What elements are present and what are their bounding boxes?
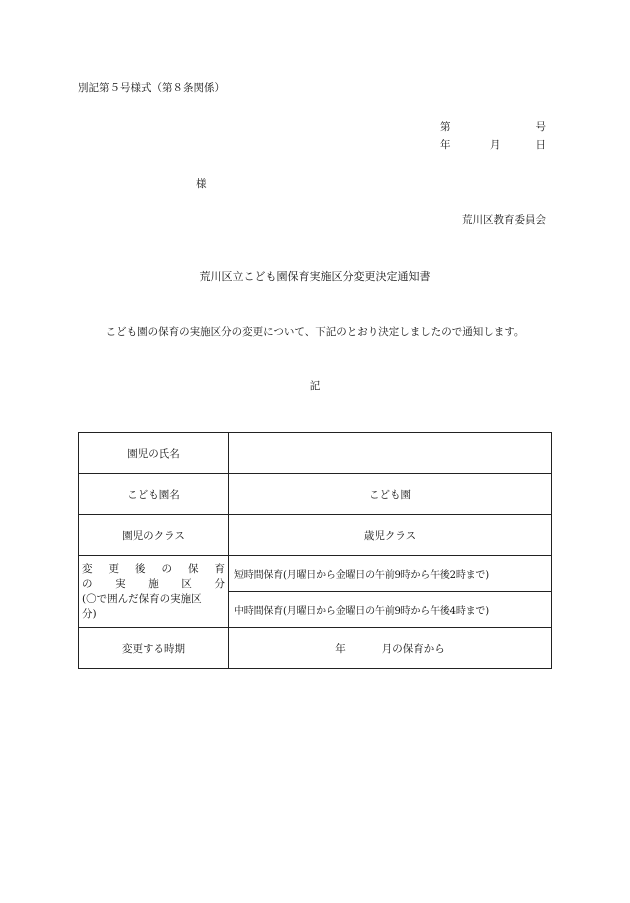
issuer: 荒川区教育委員会 <box>462 214 546 226</box>
label-char: 変 <box>82 562 93 575</box>
table-row <box>79 628 552 669</box>
label-char: の <box>82 577 93 590</box>
label-char: の <box>161 562 172 575</box>
date-year: 年 <box>440 139 451 151</box>
timing-label: 変更する時期 <box>79 628 229 669</box>
table-row <box>79 515 552 556</box>
ki-heading: 記 <box>309 380 321 392</box>
label-char: 施 <box>148 577 159 590</box>
date-month: 月 <box>490 139 501 151</box>
label-char: 実 <box>115 577 126 590</box>
label-char: 更 <box>108 562 119 575</box>
option-medium-hours: 中時間保育(月曜日から金曜日の午前9時から午後4時まで) <box>229 592 552 628</box>
intro-text: こども園の保育の実施区分の変更について、下記のとおり決定しましたので通知します。 <box>105 326 525 338</box>
label-char: 保 <box>188 562 199 575</box>
category-label-line1 <box>82 562 225 577</box>
child-name-label: 園児の氏名 <box>79 433 229 474</box>
category-label-line3: (〇で囲んだ保育の実施区 <box>82 592 202 605</box>
timing-value <box>229 628 552 669</box>
timing-year: 年 <box>335 642 346 655</box>
label-char: 後 <box>135 562 146 575</box>
class-label: 園児のクラス <box>79 515 229 556</box>
school-name-label: こども園名 <box>79 474 229 515</box>
form-reference: 別記第５号様式（第８条関係） <box>78 82 225 94</box>
category-label <box>79 556 229 628</box>
table-row <box>79 433 552 474</box>
timing-month: 月の保育から <box>381 642 445 655</box>
category-label-line4: 分) <box>82 607 97 620</box>
details-table <box>78 432 552 669</box>
category-label-line2 <box>82 577 225 592</box>
school-name-value: こども園 <box>229 474 552 515</box>
label-char: 分 <box>214 577 225 590</box>
option-short-hours: 短時間保育(月曜日から金曜日の午前9時から午後2時まで) <box>229 556 552 592</box>
number-suffix: 号 <box>535 121 546 133</box>
label-char: 育 <box>214 562 225 575</box>
number-prefix: 第 <box>440 121 451 133</box>
child-name-value <box>229 433 552 474</box>
table-row <box>79 556 552 592</box>
date-day: 日 <box>535 139 546 151</box>
table-row <box>79 474 552 515</box>
class-value: 歳児クラス <box>229 515 552 556</box>
document-title: 荒川区立こども園保育実施区分変更決定通知書 <box>199 270 431 283</box>
label-char: 区 <box>181 577 192 590</box>
addressee: 様 <box>196 178 207 190</box>
